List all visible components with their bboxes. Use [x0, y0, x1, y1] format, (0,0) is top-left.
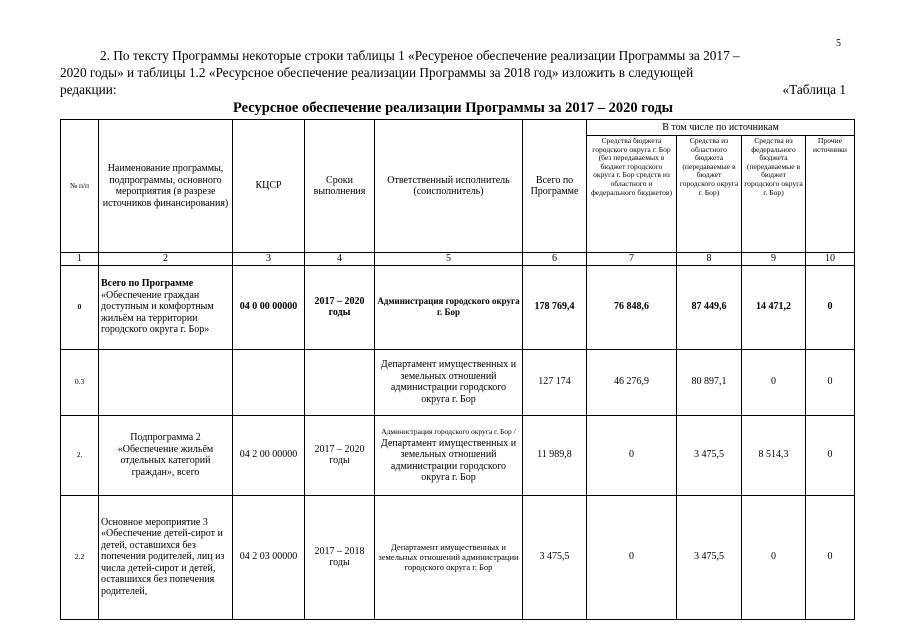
table-row: [61, 349, 855, 415]
header-term: Сроки выполнения: [305, 120, 375, 253]
header-responsible: Ответственный исполнитель (соисполнитель): [375, 120, 523, 253]
row-num: 2.2: [61, 495, 99, 619]
row-total: 178 769,4: [523, 265, 587, 349]
row-region: 80 897,1: [677, 349, 742, 415]
row-responsible-small: Администрация городского округа г. Бор /: [381, 427, 516, 437]
col-number: 7: [587, 253, 677, 266]
row-total: 3 475,5: [523, 495, 587, 619]
row-num: 0: [61, 265, 99, 349]
col-number: 3: [233, 253, 305, 266]
header-src-city: Средства бюджета городского округа г. Бор (без передаваемых в бюджет городского округа г. Бор средств из областного и федерального бюджетов): [587, 136, 677, 253]
row-responsible: Администрация городского округа г. Бор: [375, 265, 523, 349]
row-city: 0: [587, 415, 677, 495]
intro-paragraph: [60, 47, 846, 98]
row-other: 0: [806, 265, 855, 349]
header-total: Всего по Программе: [523, 120, 587, 253]
row-num: 0.3: [61, 349, 99, 415]
table-row: [61, 415, 855, 495]
header-src-region: Средства из областного бюджета (передаваемые в бюджет городского округа г. Бор): [677, 136, 742, 253]
row-region: 3 475,5: [677, 415, 742, 495]
header-sources: В том числе по источникам: [587, 120, 855, 136]
header-num: № п/п: [61, 120, 99, 253]
table-row: [61, 265, 855, 349]
row-kcsr: 04 0 00 00000: [233, 265, 305, 349]
col-number: 8: [677, 253, 742, 266]
col-number: 9: [742, 253, 806, 266]
row-federal: 8 514,3: [742, 415, 806, 495]
header-src-other: Прочие источники: [806, 136, 855, 253]
intro-line-1: 2. По тексту Программы некоторые строки таблицы 1 «Ресуреное обеспечение реализации Программы за 2017 –: [100, 48, 740, 63]
row-other: 0: [806, 495, 855, 619]
row-kcsr: 04 2 03 00000: [233, 495, 305, 619]
header-kcsr: КЦСР: [233, 120, 305, 253]
row-term: 2017 – 2020 годы: [305, 265, 375, 349]
row-total: 127 174: [523, 349, 587, 415]
col-number: 4: [305, 253, 375, 266]
row-name: Основное мероприятие 3 «Обеспечение детей-сирот и детей, оставшихся без попечения родителей, лиц из числа детей-сирот и детей, оставшихся без попечения родителей,: [99, 495, 233, 619]
row-city: 0: [587, 495, 677, 619]
col-number: 10: [806, 253, 855, 266]
intro-line-3-right: «Таблица 1: [782, 82, 846, 97]
header-name: Наименование программы, подпрограммы, основного мероприятия (в разрезе источников финансирования): [99, 120, 233, 253]
row-name-text: «Обеспечение граждан доступным и комфортным жильём на территории городского округа г. Бор»: [101, 289, 214, 336]
row-other: 0: [806, 349, 855, 415]
row-kcsr: [233, 349, 305, 415]
row-term: 2017 – 2020 годы: [305, 415, 375, 495]
row-responsible: Департамент имущественных и земельных отношений администрации городского округа г. Бор: [375, 349, 523, 415]
row-region: 3 475,5: [677, 495, 742, 619]
row-federal: 14 471,2: [742, 265, 806, 349]
header-src-federal: Средства из федерального бюджета (передаваемые в бюджет городского округа г. Бор): [742, 136, 806, 253]
row-city: 76 848,6: [587, 265, 677, 349]
col-number: 5: [375, 253, 523, 266]
row-term: [305, 349, 375, 415]
row-federal: 0: [742, 495, 806, 619]
resource-table: [60, 119, 855, 620]
row-responsible-main: Департамент имущественных и земельных отношений администрации городского округа г. Бор: [380, 437, 517, 484]
row-city: 46 276,9: [587, 349, 677, 415]
intro-line-2: 2020 годы» и таблицы 1.2 «Ресурсное обеспечение реализации Программы за 2018 год» изложить в следующей: [60, 65, 694, 80]
table-row: [61, 495, 855, 619]
row-responsible: Департамент имущественных и земельных отношений администрации городского округа г. Бор: [375, 495, 523, 619]
column-number-row: [61, 253, 855, 266]
row-total: 11 989,8: [523, 415, 587, 495]
table-title: Ресурсное обеспечение реализации Программы за 2017 – 2020 годы: [233, 100, 673, 116]
row-federal: 0: [742, 349, 806, 415]
row-responsible: [375, 415, 523, 495]
page-number: 5: [836, 38, 841, 49]
row-term: 2017 – 2018 годы: [305, 495, 375, 619]
intro-line-3: [60, 81, 846, 98]
row-name-bold: Всего по Программе: [101, 278, 194, 290]
row-region: 87 449,6: [677, 265, 742, 349]
row-name: [99, 265, 233, 349]
row-name: Подпрограмма 2 «Обеспечение жильём отдельных категорий граждан», всего: [99, 415, 233, 495]
intro-line-3-left: редакции:: [60, 82, 117, 97]
row-kcsr: 04 2 00 00000: [233, 415, 305, 495]
row-num: 2.: [61, 415, 99, 495]
row-other: 0: [806, 415, 855, 495]
col-number: 2: [99, 253, 233, 266]
col-number: 6: [523, 253, 587, 266]
col-number: 1: [61, 253, 99, 266]
row-name: [99, 349, 233, 415]
